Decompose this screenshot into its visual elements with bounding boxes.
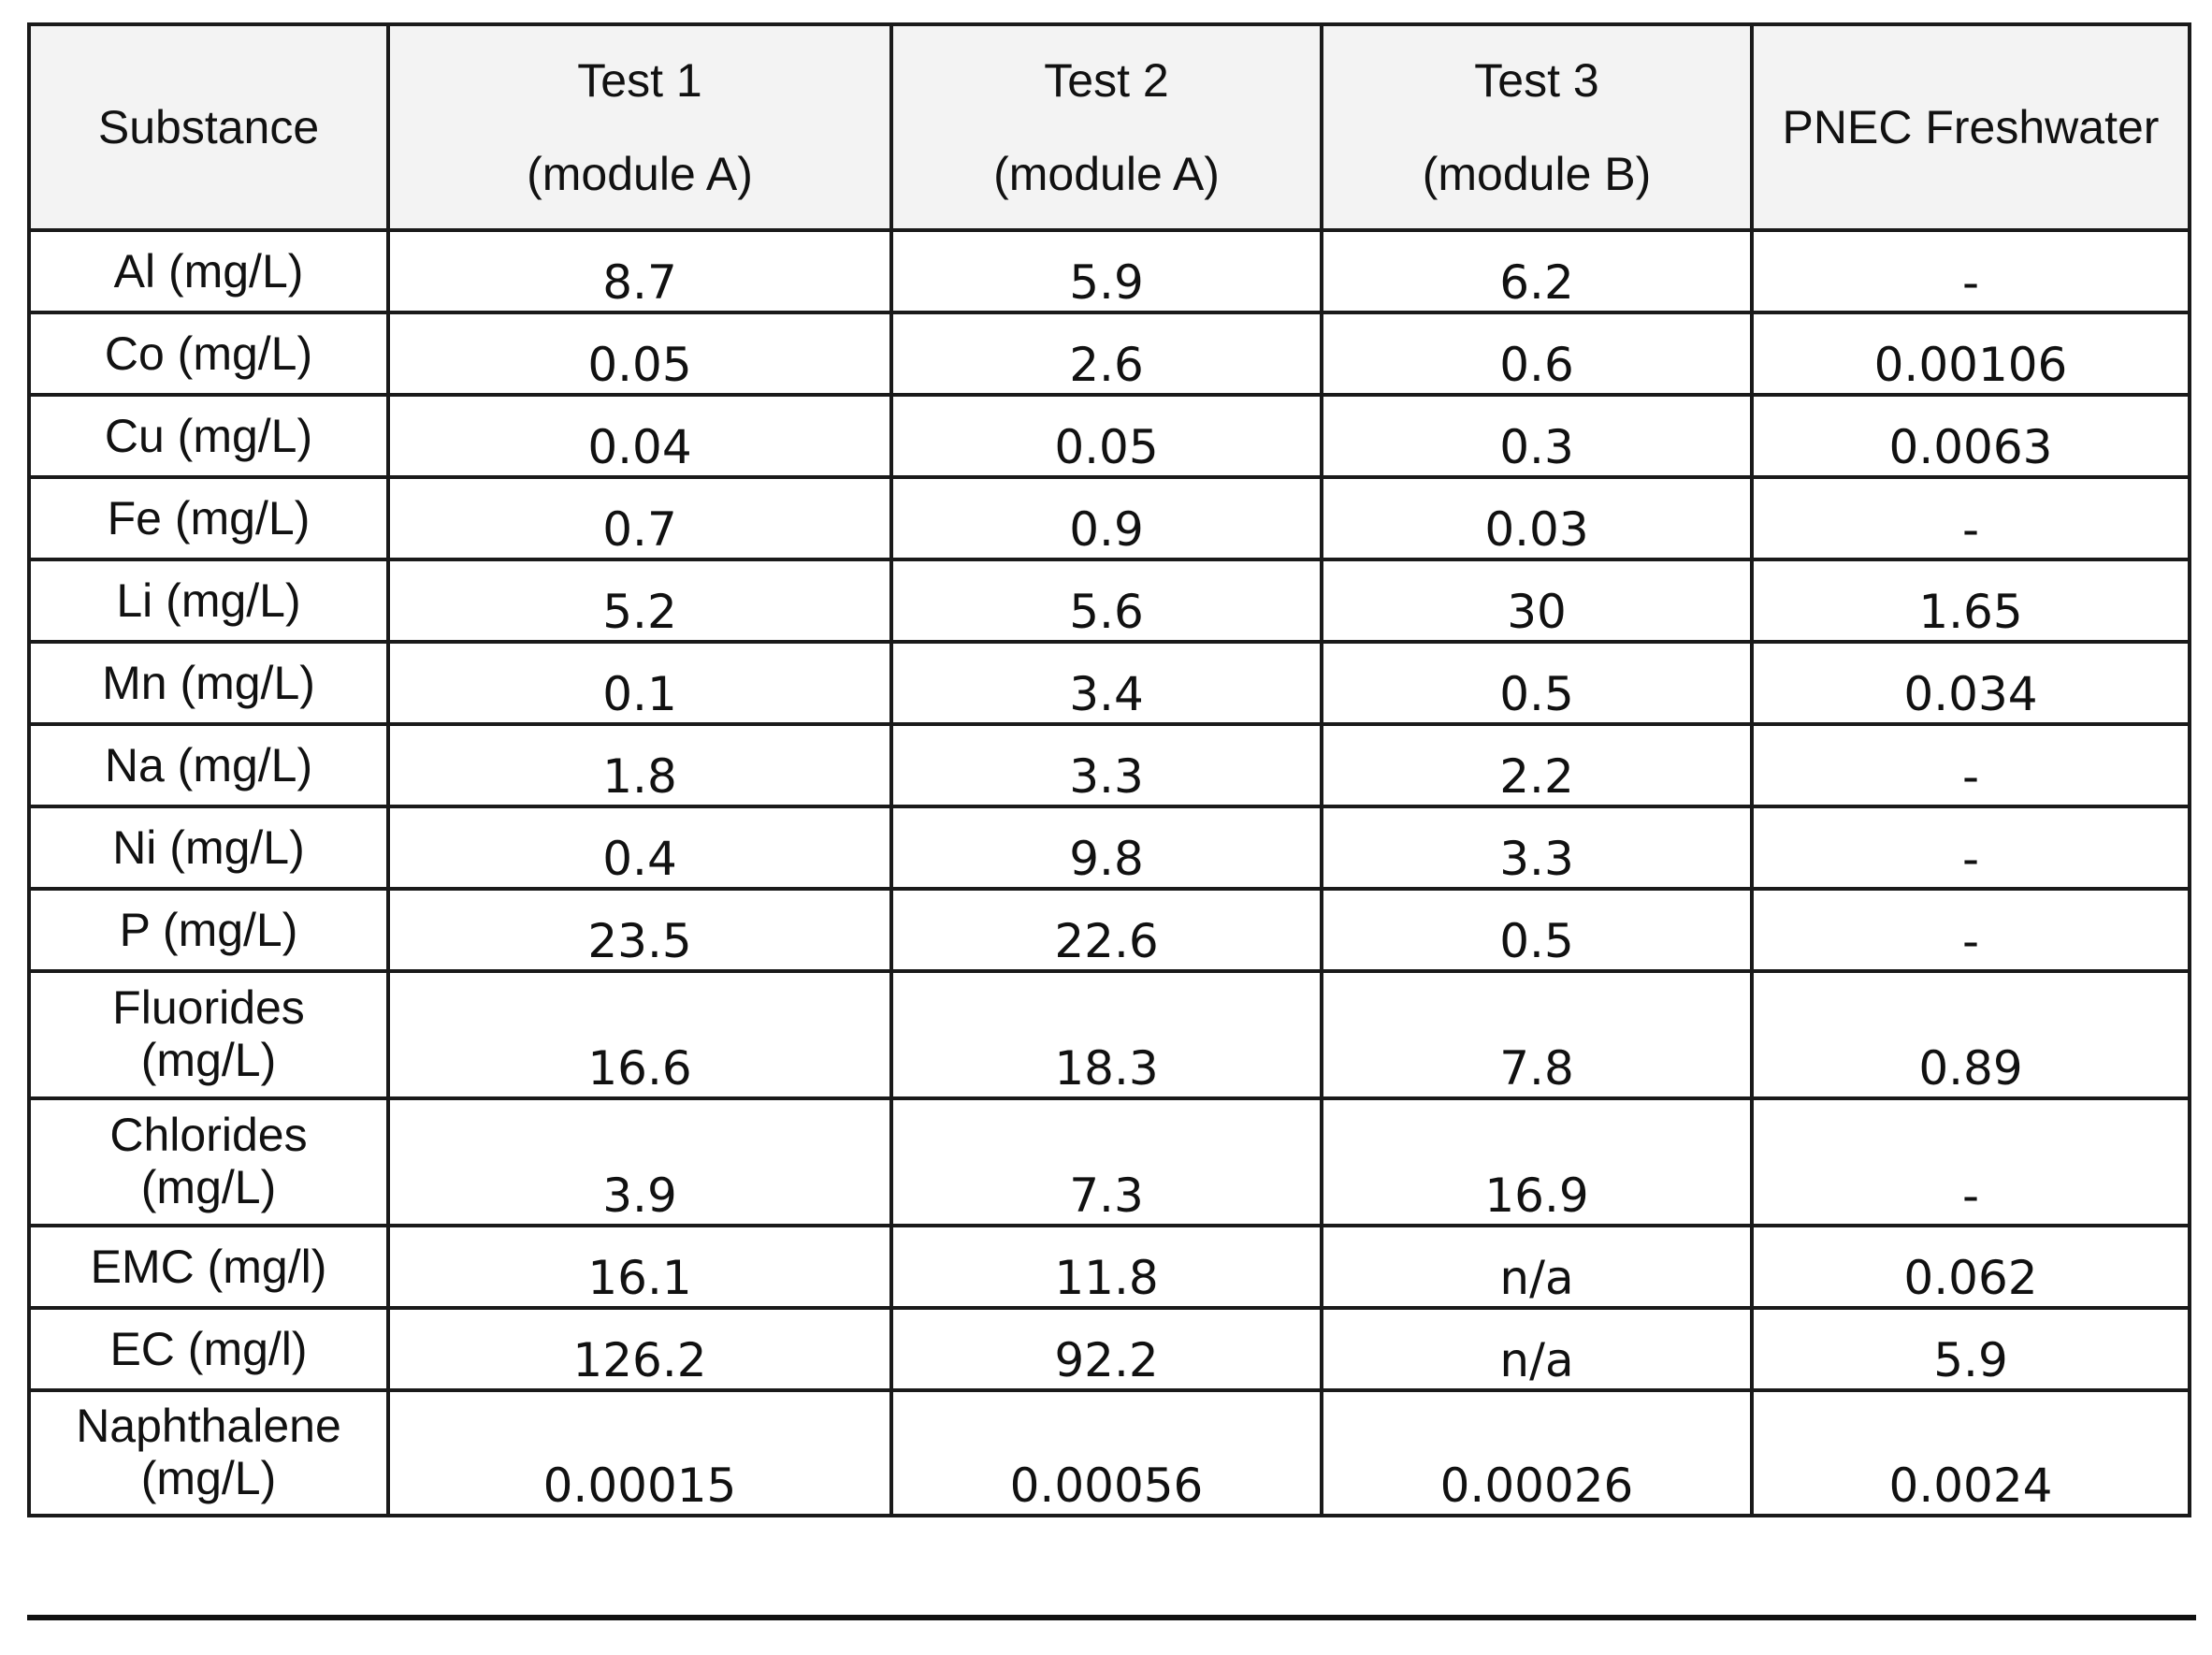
header-test1-line2: (module A) [527,148,753,200]
test2-value: 18.3 [891,971,1322,1098]
substance-name-line2: (mg/L) [140,1034,277,1086]
footer-divider [27,1615,2196,1620]
test1-value: 0.04 [388,395,891,477]
substance-name: EMC (mg/l) [29,1226,388,1308]
pnec-value: - [1752,1098,2190,1226]
table-row [29,806,2190,889]
test2-value: 11.8 [891,1226,1322,1308]
pnec-value: - [1752,889,2190,971]
pnec-value: 1.65 [1752,559,2190,642]
test1-value: 0.00015 [388,1390,891,1516]
header-test2 [891,24,1322,230]
substance-name [29,971,388,1098]
test2-value: 0.9 [891,477,1322,559]
table-row [29,312,2190,395]
test3-value: 6.2 [1322,230,1752,312]
substance-name: Fe (mg/L) [29,477,388,559]
test3-value: 0.6 [1322,312,1752,395]
substance-name: Al (mg/L) [29,230,388,312]
header-pnec-freshwater: PNEC Freshwater [1752,24,2190,230]
cropped-footer-text [27,1641,1898,1655]
pnec-value: 0.0063 [1752,395,2190,477]
pnec-value: 0.062 [1752,1226,2190,1308]
test3-value: 0.03 [1322,477,1752,559]
test2-value: 2.6 [891,312,1322,395]
header-test1 [388,24,891,230]
header-substance: Substance [29,24,388,230]
table-row [29,642,2190,724]
table-row [29,889,2190,971]
test2-value: 5.6 [891,559,1322,642]
test1-value: 3.9 [388,1098,891,1226]
pnec-value: - [1752,230,2190,312]
table-row [29,559,2190,642]
test3-value: 2.2 [1322,724,1752,806]
substance-name-line1: Naphthalene [76,1400,341,1452]
pnec-value: 0.00106 [1752,312,2190,395]
table-row [29,1098,2190,1226]
test3-value: 0.3 [1322,395,1752,477]
test2-value: 92.2 [891,1308,1322,1390]
substance-name: Na (mg/L) [29,724,388,806]
substance-name: Mn (mg/L) [29,642,388,724]
header-test2-line1: Test 2 [1044,54,1169,107]
substance-name-line2: (mg/L) [140,1161,277,1213]
pnec-value: - [1752,806,2190,889]
test3-value: n/a [1322,1308,1752,1390]
test3-value: 0.5 [1322,889,1752,971]
test2-value: 22.6 [891,889,1322,971]
table-row [29,230,2190,312]
header-test2-line2: (module A) [993,148,1220,200]
substance-name: Cu (mg/L) [29,395,388,477]
substance-name: Ni (mg/L) [29,806,388,889]
test2-value: 0.05 [891,395,1322,477]
test3-value: 3.3 [1322,806,1752,889]
substance-name-line2: (mg/L) [140,1452,277,1504]
test2-value: 3.4 [891,642,1322,724]
pnec-value: 5.9 [1752,1308,2190,1390]
test2-value: 7.3 [891,1098,1322,1226]
table-row [29,1390,2190,1516]
substance-name: EC (mg/l) [29,1308,388,1390]
results-table-container [27,22,2188,1517]
table-row [29,971,2190,1098]
pnec-value: 0.034 [1752,642,2190,724]
substance-name-line1: Fluorides [112,981,305,1034]
substance-name: Co (mg/L) [29,312,388,395]
test1-value: 0.05 [388,312,891,395]
header-row [29,24,2190,230]
test1-value: 8.7 [388,230,891,312]
pnec-value: - [1752,477,2190,559]
test1-value: 16.1 [388,1226,891,1308]
pnec-value: - [1752,724,2190,806]
table-row [29,477,2190,559]
header-test1-line1: Test 1 [577,54,702,107]
substance-name [29,1098,388,1226]
test3-value: 0.00026 [1322,1390,1752,1516]
test3-value: n/a [1322,1226,1752,1308]
test2-value: 9.8 [891,806,1322,889]
test3-value: 16.9 [1322,1098,1752,1226]
test1-value: 1.8 [388,724,891,806]
table-row [29,1308,2190,1390]
pnec-value: 0.0024 [1752,1390,2190,1516]
test1-value: 16.6 [388,971,891,1098]
test3-value: 0.5 [1322,642,1752,724]
table-row [29,724,2190,806]
header-test3 [1322,24,1752,230]
substance-results-table [27,22,2191,1517]
substance-name: P (mg/L) [29,889,388,971]
table-row [29,1226,2190,1308]
pnec-value: 0.89 [1752,971,2190,1098]
substance-name [29,1390,388,1516]
substance-name: Li (mg/L) [29,559,388,642]
test1-value: 0.4 [388,806,891,889]
test1-value: 5.2 [388,559,891,642]
test3-value: 30 [1322,559,1752,642]
test2-value: 5.9 [891,230,1322,312]
test3-value: 7.8 [1322,971,1752,1098]
test2-value: 0.00056 [891,1390,1322,1516]
test2-value: 3.3 [891,724,1322,806]
test1-value: 0.1 [388,642,891,724]
table-row [29,395,2190,477]
test1-value: 126.2 [388,1308,891,1390]
header-test3-line1: Test 3 [1474,54,1599,107]
test1-value: 23.5 [388,889,891,971]
test1-value: 0.7 [388,477,891,559]
header-test3-line2: (module B) [1422,148,1652,200]
substance-name-line1: Chlorides [109,1109,308,1161]
